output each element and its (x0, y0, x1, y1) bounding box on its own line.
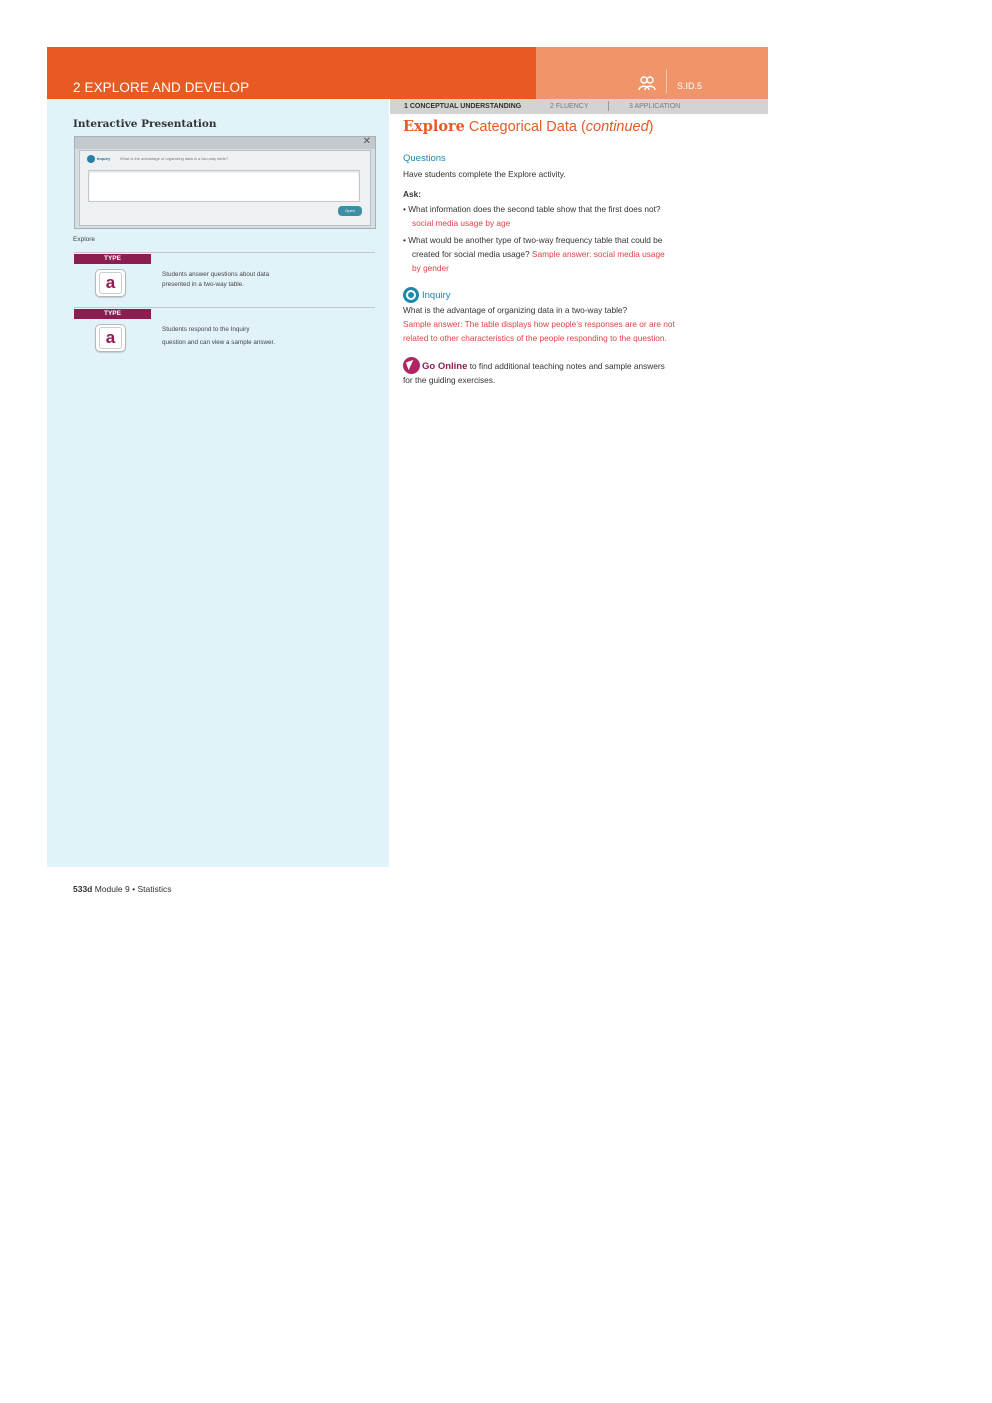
divider (74, 252, 375, 253)
answer-textarea[interactable] (88, 170, 360, 202)
subject-label: Statistics (137, 884, 172, 894)
inquiry-badge (87, 155, 115, 163)
title-strong: Explore (403, 118, 465, 135)
ask-label: Ask: (403, 189, 421, 199)
page-footer (73, 884, 171, 894)
answer-text: social media usage by age (412, 218, 511, 228)
questions-text: Have students complete the Explore activity. (403, 169, 566, 179)
divider (74, 307, 375, 308)
type-text-icon (95, 269, 126, 297)
tab-application[interactable]: 3 APPLICATION (629, 103, 681, 110)
type-icon-letter: a (99, 327, 122, 349)
lesson-tabs (390, 99, 768, 114)
section-header (47, 47, 536, 99)
standard-panel (536, 47, 768, 99)
item-description (162, 325, 302, 348)
interactive-presentation-panel (47, 99, 389, 867)
inquiry-answer: Sample answer: The table displays how people’s responses are or are not (403, 319, 675, 329)
title-light: Categorical Data ( (468, 119, 586, 135)
tab-divider (608, 101, 609, 111)
standard-code: S.ID.5 (677, 81, 703, 91)
go-online-link[interactable]: Go Online (422, 361, 468, 372)
inquiry-heading: Inquiry (422, 290, 451, 301)
inquiry-badge-label: Inquiry (97, 156, 111, 161)
answer-text: by gender (412, 263, 449, 273)
type-tag: TYPE (74, 309, 151, 319)
go-online-text: for the guiding exercises. (403, 375, 496, 385)
close-icon[interactable]: ✕ (362, 136, 371, 147)
item-description-line: Students answer questions about data (162, 271, 270, 278)
answer-text: Sample answer: social media usage (531, 249, 665, 259)
inquiry-question: What is the advantage of organizing data in a two-way table? (403, 305, 628, 315)
header-divider (666, 69, 667, 93)
question-bullet (403, 233, 708, 275)
item-description-line: question and can view a sample answer. (162, 339, 276, 346)
title-italic: continued (585, 119, 649, 135)
question-text: • What would be another type of two-way frequency table that could be (403, 235, 663, 245)
section-title: 2 EXPLORE AND DEVELOP (73, 80, 250, 95)
item-description (162, 270, 302, 290)
type-text-icon (95, 324, 126, 352)
tab-fluency[interactable]: 2 FLUENCY (550, 103, 589, 110)
footer-separator: • (132, 884, 136, 894)
inquiry-icon (87, 155, 95, 163)
inquiry-answer: related to other characteristics of the people responding to the question. (403, 333, 667, 343)
question-text: created for social media usage? (412, 249, 530, 259)
go-online-text: to find additional teaching notes and sample answers (467, 361, 665, 371)
group-people-icon (638, 75, 656, 91)
presentation-screenshot (74, 136, 376, 229)
item-description-line: presented in a two-way table. (162, 281, 244, 288)
page-title (403, 118, 654, 135)
inquiry-icon (403, 287, 419, 303)
questions-heading: Questions (403, 153, 446, 164)
tab-conceptual-understanding[interactable]: 1 CONCEPTUAL UNDERSTANDING (404, 103, 522, 110)
page-number: 533d (73, 884, 93, 894)
open-button[interactable]: Open (338, 206, 362, 216)
screenshot-question: What is the advantage of organizing data in a two-way table? (120, 156, 229, 161)
cursor-click-icon (403, 357, 420, 374)
item-description-line: Students respond to the Inquiry (162, 326, 250, 333)
panel-title: Interactive Presentation (73, 118, 217, 130)
screenshot-content (79, 150, 371, 226)
question-text: • What information does the second table show that the first does not? (403, 204, 661, 214)
title-close: ) (648, 119, 654, 135)
question-bullet (403, 202, 708, 230)
type-tag: TYPE (74, 254, 151, 264)
inquiry-heading-row (403, 287, 483, 304)
module-label: Module 9 (94, 884, 130, 894)
explore-label: Explore (73, 236, 96, 243)
type-icon-letter: a (99, 272, 122, 294)
screenshot-titlebar (75, 137, 375, 149)
